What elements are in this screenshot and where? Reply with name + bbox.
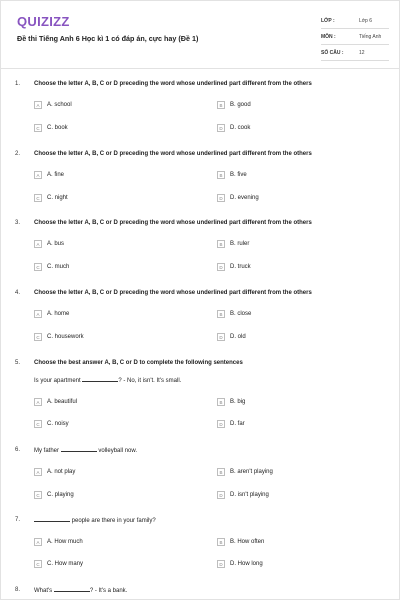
option-label: A. school (47, 102, 72, 108)
sentence-start: Is your apartment (34, 378, 81, 384)
option-b[interactable] (217, 101, 251, 109)
option-letter-box: A (34, 240, 42, 248)
option-letter-box: D (217, 124, 225, 132)
option-letter-box: A (34, 538, 42, 546)
option-d[interactable] (217, 333, 246, 341)
option-label: D. old (230, 334, 246, 340)
option-letter-box: B (217, 538, 225, 546)
option-c[interactable] (34, 420, 69, 428)
meta-row-class (321, 13, 389, 29)
option-label: D. cook (230, 125, 251, 131)
option-label: B. How often (230, 539, 265, 545)
option-c[interactable] (34, 194, 68, 202)
option-a[interactable] (34, 240, 64, 248)
option-label: C. How many (47, 561, 84, 567)
question-sentence (34, 587, 127, 594)
option-letter-box: A (34, 171, 42, 179)
option-d[interactable] (217, 420, 245, 428)
meta-row-subject (321, 29, 389, 45)
option-label: D. How long (230, 561, 263, 567)
question-number: 2. (15, 151, 21, 157)
option-label: A. bus (47, 241, 65, 247)
quizizz-logo: QUIZIZZ (17, 14, 70, 29)
option-letter-box: B (217, 398, 225, 406)
option-letter-box: B (217, 310, 225, 318)
sentence-end: ? - No, it isn't. It's small. (118, 378, 182, 384)
option-b[interactable] (217, 171, 247, 179)
question-sentence (34, 517, 156, 524)
option-letter-box: A (34, 398, 42, 406)
option-letter-box: D (217, 491, 225, 499)
answer-blank (82, 377, 118, 382)
option-label: B. close (230, 311, 252, 317)
meta-row-count (321, 45, 389, 61)
meta-table (321, 13, 389, 61)
option-letter-box: C (34, 263, 42, 271)
option-c[interactable] (34, 560, 83, 568)
option-b[interactable] (217, 468, 273, 476)
option-label: C. housework (47, 334, 84, 340)
option-label: A. How much (47, 539, 83, 545)
sentence-start: What's (34, 588, 53, 594)
option-letter-box: B (217, 468, 225, 476)
question-sentence (34, 377, 181, 384)
option-label: B. big (230, 399, 246, 405)
option-d[interactable] (217, 491, 269, 499)
option-letter-box: A (34, 468, 42, 476)
meta-key: LỚP : (321, 17, 335, 24)
question-text: Choose the best answer A, B, C or D to complete the following sentences (34, 360, 243, 366)
option-b[interactable] (217, 538, 264, 546)
option-a[interactable] (34, 171, 64, 179)
option-a[interactable] (34, 468, 75, 476)
option-label: A. beautiful (47, 399, 78, 405)
sentence-end: volleyball now. (98, 448, 138, 454)
question-number: 8. (15, 587, 21, 593)
question-number: 5. (15, 360, 21, 366)
header-divider (1, 68, 400, 69)
option-letter-box: C (34, 124, 42, 132)
option-b[interactable] (217, 310, 251, 318)
meta-value: Tiếng Anh (359, 33, 382, 40)
question-text: Choose the letter A, B, C or D preceding the word whose underlined part different from the others (34, 220, 312, 226)
option-label: C. playing (47, 492, 74, 498)
meta-key: SỐ CÂU : (321, 49, 344, 56)
option-b[interactable] (217, 240, 249, 248)
option-letter-box: D (217, 333, 225, 341)
option-d[interactable] (217, 124, 250, 132)
question-text: Choose the letter A, B, C or D preceding the word whose underlined part different from the others (34, 151, 312, 157)
option-a[interactable] (34, 310, 69, 318)
option-letter-box: D (217, 194, 225, 202)
option-label: B. good (230, 102, 251, 108)
option-label: C. much (47, 264, 70, 270)
question-number: 3. (15, 220, 21, 226)
meta-value: Lớp 6 (359, 17, 373, 24)
option-letter-box: D (217, 560, 225, 568)
answer-blank (34, 517, 70, 522)
option-letter-box: D (217, 263, 225, 271)
option-label: D. truck (230, 264, 251, 270)
meta-value: 12 (359, 49, 365, 56)
sentence-start: My father (34, 448, 60, 454)
option-letter-box: A (34, 101, 42, 109)
option-letter-box: B (217, 240, 225, 248)
option-label: C. night (47, 195, 68, 201)
option-label: B. ruler (230, 241, 250, 247)
option-b[interactable] (217, 398, 245, 406)
option-letter-box: C (34, 333, 42, 341)
option-c[interactable] (34, 263, 69, 271)
option-c[interactable] (34, 333, 84, 341)
answer-blank (61, 447, 97, 452)
option-letter-box: A (34, 310, 42, 318)
option-label: C. book (47, 125, 68, 131)
option-letter-box: D (217, 420, 225, 428)
sentence-end: people are there in your family? (71, 518, 156, 524)
question-number: 4. (15, 290, 21, 296)
option-a[interactable] (34, 538, 83, 546)
question-text: Choose the letter A, B, C or D preceding the word whose underlined part different from the others (34, 81, 312, 87)
option-d[interactable] (217, 560, 263, 568)
option-d[interactable] (217, 263, 251, 271)
option-label: D. evening (230, 195, 259, 201)
question-number: 1. (15, 81, 21, 87)
sentence-end: ? - It's a bank. (89, 588, 128, 594)
option-label: B. five (230, 172, 247, 178)
option-letter-box: C (34, 420, 42, 428)
option-label: A. not play (47, 469, 76, 475)
option-label: C. noisy (47, 421, 69, 427)
option-d[interactable] (217, 194, 259, 202)
option-label: D. isn't playing (230, 492, 269, 498)
option-label: B. aren't playing (230, 469, 273, 475)
question-sentence (34, 447, 137, 454)
worksheet-title: Đề thi Tiếng Anh 6 Học kì 1 có đáp án, cực hay (Đề 1) (17, 34, 199, 43)
option-a[interactable] (34, 398, 77, 406)
meta-key: MÔN : (321, 33, 336, 40)
question-text: Choose the letter A, B, C or D preceding the word whose underlined part different from the others (34, 290, 312, 296)
option-label: A. home (47, 311, 70, 317)
option-letter-box: C (34, 560, 42, 568)
option-label: A. fine (47, 172, 65, 178)
option-label: D. far (230, 421, 245, 427)
option-letter-box: B (217, 171, 225, 179)
question-number: 6. (15, 447, 21, 453)
option-a[interactable] (34, 101, 72, 109)
option-letter-box: C (34, 491, 42, 499)
option-letter-box: B (217, 101, 225, 109)
question-number: 7. (15, 517, 21, 523)
option-letter-box: C (34, 194, 42, 202)
answer-blank (54, 587, 90, 592)
option-c[interactable] (34, 124, 68, 132)
option-c[interactable] (34, 491, 74, 499)
